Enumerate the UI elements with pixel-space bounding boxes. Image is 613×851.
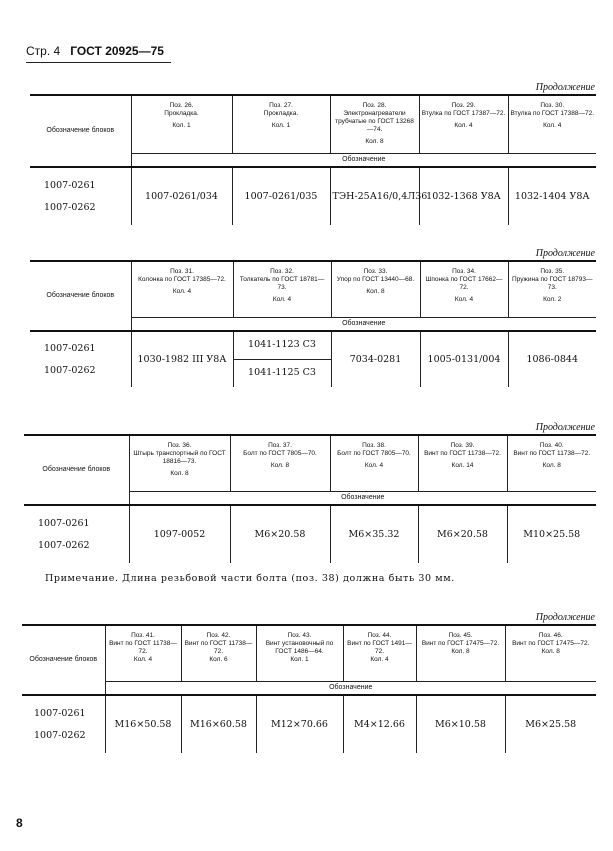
block-code: 1007-0261 xyxy=(44,342,96,354)
col-header: Поз. 46. Винт по ГОСТ 17475—72. Кол. 8 xyxy=(505,625,596,681)
block-code: 1007-0261 xyxy=(44,179,96,191)
spec-table-1 xyxy=(30,94,596,225)
col-header: Поз. 36. Штырь транспортный по ГОСТ 18816—73. Кол. 8 xyxy=(129,435,230,491)
table-cell: М6×20.58 xyxy=(418,505,507,563)
col-header: Поз. 29. Втулка по ГОСТ 17387—72. Кол. 4 xyxy=(419,95,508,153)
block-list xyxy=(30,331,131,387)
col-header: Поз. 41. Винт по ГОСТ 11738—72. Кол. 4 xyxy=(105,625,181,681)
table-cell: М10×25.58 xyxy=(507,505,596,563)
table-cell: 1032-1404 У8А xyxy=(508,167,596,225)
block-list xyxy=(24,505,129,563)
block-code: 1007-0262 xyxy=(44,364,96,376)
table-cell: М12×70.66 xyxy=(256,695,343,753)
col-header: Поз. 45. Винт по ГОСТ 17475—72. Кол. 8 xyxy=(416,625,505,681)
table-cell: 1007-0261/034 xyxy=(131,167,232,225)
col-header: Поз. 38. Болт по ГОСТ 7805—70. Кол. 4 xyxy=(330,435,418,491)
col-header: Поз. 35. Пружина по ГОСТ 18793—73. Кол. 2 xyxy=(508,261,596,317)
table-cell: М4×12.66 xyxy=(343,695,416,753)
table-cell: 1032-1368 У8А xyxy=(419,167,508,225)
table-cell: М6×25.58 xyxy=(505,695,596,753)
table-cell: М16×60.58 xyxy=(181,695,256,753)
table-cell: 7034-0281 xyxy=(331,331,420,387)
col-header: Поз. 42. Винт по ГОСТ 11738—72. Кол. 6 xyxy=(181,625,256,681)
oboznachenie-label: Обозначение xyxy=(129,491,596,505)
table-cell: ТЭН-25А16/0,4Л36 xyxy=(330,167,419,225)
col-header: Поз. 33. Упор по ГОСТ 13440—68. Кол. 8 xyxy=(331,261,420,317)
page-label: Стр. 4 xyxy=(26,44,61,58)
page-header xyxy=(26,44,164,58)
col-header: Поз. 39. Винт по ГОСТ 11738—72. Кол. 14 xyxy=(418,435,507,491)
spec-table-3 xyxy=(24,434,596,563)
note-text: Примечание. Длина резьбовой части болта (поз. 38) должна быть 30 мм. xyxy=(45,573,455,584)
block-code: 1007-0261 xyxy=(34,707,86,719)
block-code: 1007-0261 xyxy=(38,517,90,529)
header-rule xyxy=(26,62,171,63)
continuation-label: Продолжение xyxy=(535,422,595,433)
block-list xyxy=(30,167,131,225)
table-cell: 1005-0131/004 xyxy=(420,331,508,387)
col-header: Поз. 27. Прокладка. Кол. 1 xyxy=(232,95,330,153)
table-cell: 1086-0844 xyxy=(508,331,596,387)
table-cell: 1030-1982 III У8А xyxy=(131,331,233,387)
block-list xyxy=(22,695,105,753)
continuation-label: Продолжение xyxy=(535,612,595,623)
table-cell: М6×20.58 xyxy=(230,505,330,563)
oboznachenie-label: Обозначение xyxy=(105,681,596,695)
block-label: Обозначение блоков xyxy=(30,95,131,167)
table-cell: 1041-1123 С3 xyxy=(233,331,331,359)
block-code: 1007-0262 xyxy=(38,539,90,551)
table-cell: М16×50.58 xyxy=(105,695,181,753)
block-label: Обозначение блоков xyxy=(24,435,129,505)
col-header: Поз. 32. Толкатель по ГОСТ 18781—73. Кол. 4 xyxy=(233,261,331,317)
table-cell: 1041-1125 С3 xyxy=(233,359,331,387)
col-header: Поз. 34. Шпонка по ГОСТ 17662—72. Кол. 4 xyxy=(420,261,508,317)
table-cell: М6×10.58 xyxy=(416,695,505,753)
col-header: Поз. 40. Винт по ГОСТ 11738—72. Кол. 8 xyxy=(507,435,596,491)
col-header: Поз. 37. Болт по ГОСТ 7805—70. Кол. 8 xyxy=(230,435,330,491)
block-label: Обозначение блоков xyxy=(22,625,105,695)
col-header: Поз. 26. Прокладка. Кол. 1 xyxy=(131,95,232,153)
continuation-label: Продолжение xyxy=(535,248,595,259)
page-number: 8 xyxy=(16,816,23,830)
col-header: Поз. 28. Электронагреватели трубчатые по ГОСТ 13268—74. Кол. 8 xyxy=(330,95,419,153)
block-code: 1007-0262 xyxy=(34,729,86,741)
oboznachenie-label: Обозначение xyxy=(131,153,596,167)
standard-number: ГОСТ 20925—75 xyxy=(70,44,164,58)
col-header: Поз. 43. Винт установочный по ГОСТ 1486—64. Кол. 1 xyxy=(256,625,343,681)
continuation-label: Продолжение xyxy=(535,82,595,93)
col-header: Поз. 31. Колонка по ГОСТ 17385—72. Кол. 4 xyxy=(131,261,233,317)
table-cell: М6×35.32 xyxy=(330,505,418,563)
col-header: Поз. 30. Втулка по ГОСТ 17388—72. Кол. 4 xyxy=(508,95,596,153)
oboznachenie-label: Обозначение xyxy=(131,317,596,331)
spec-table-4 xyxy=(22,624,596,753)
table-cell: 1097-0052 xyxy=(129,505,230,563)
spec-table-2 xyxy=(30,260,596,387)
col-header: Поз. 44. Винт по ГОСТ 1491—72. Кол. 4 xyxy=(343,625,416,681)
block-code: 1007-0262 xyxy=(44,201,96,213)
table-cell: 1007-0261/035 xyxy=(232,167,330,225)
block-label: Обозначение блоков xyxy=(30,261,131,331)
